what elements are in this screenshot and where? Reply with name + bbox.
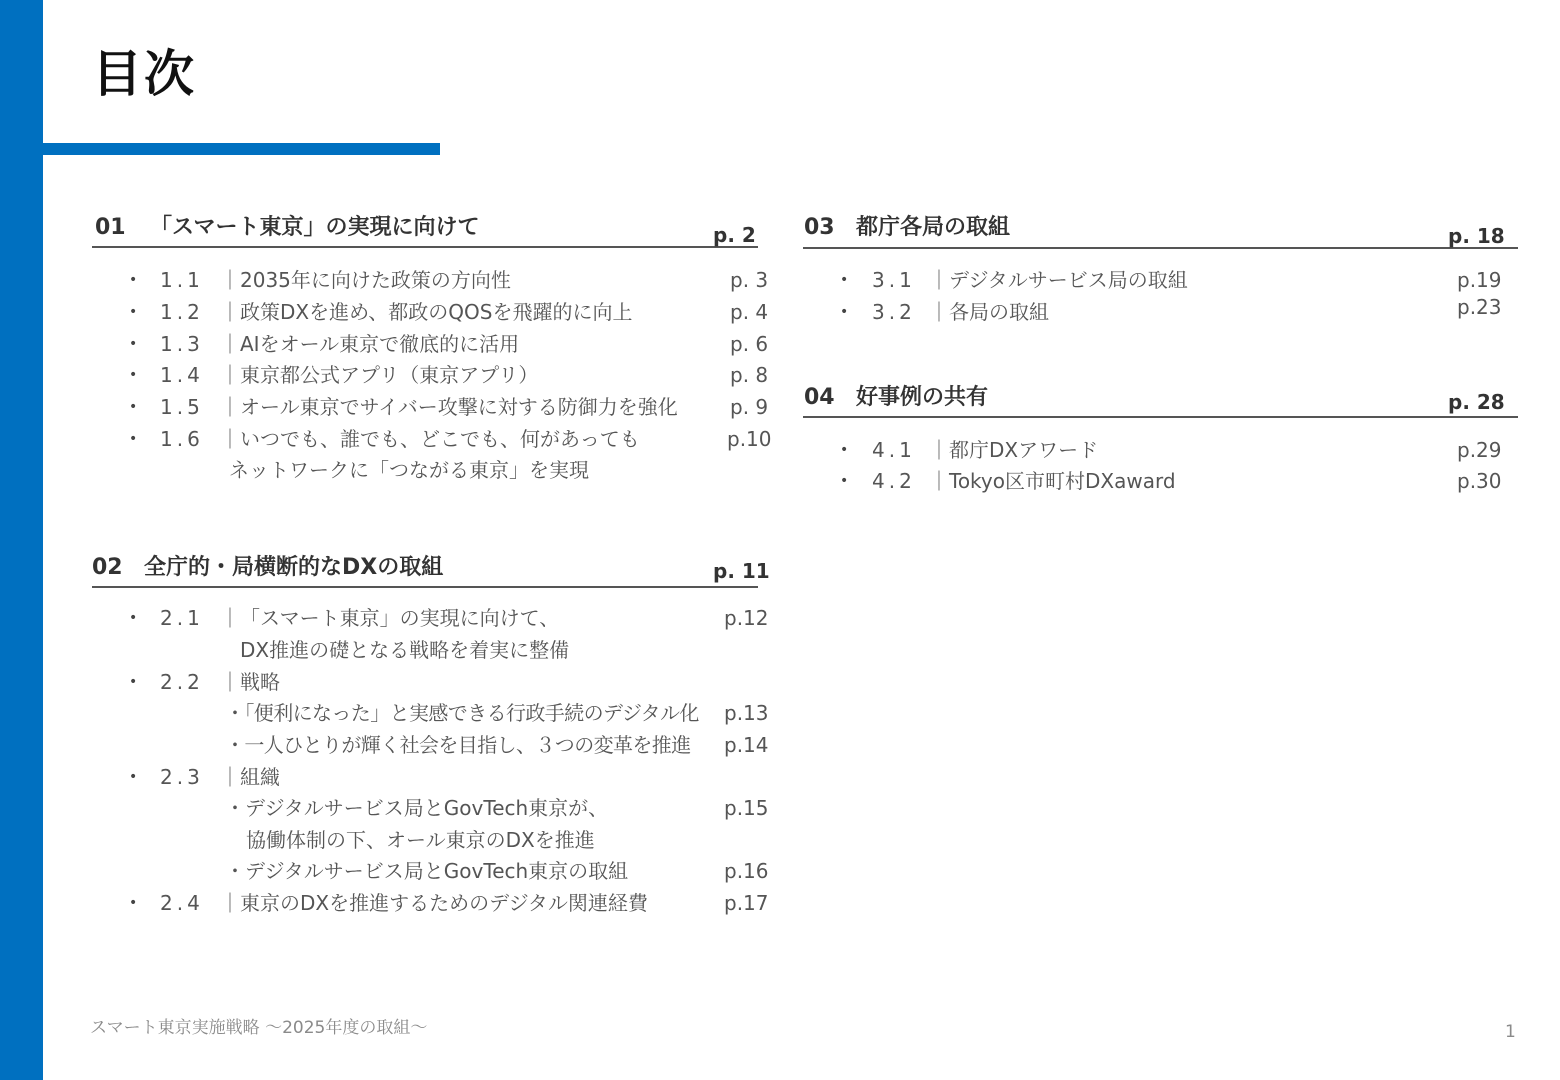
bullet: • <box>840 473 849 489</box>
footer-document-title: スマート東京実施戦略 ～2025年度の取組～ <box>90 1018 428 1038</box>
toc-section-03 <box>803 214 1518 334</box>
toc-item-continuation <box>92 455 758 485</box>
section-header <box>803 384 1518 418</box>
toc-sub-item[interactable] <box>92 698 769 728</box>
bullet: • <box>129 336 138 352</box>
item-page-number: p. 9 <box>730 395 769 419</box>
toc-item[interactable] <box>803 435 1518 465</box>
sub-item-title: ・デジタルサービス局とGovTech東京が、 <box>225 796 609 820</box>
bullet: • <box>129 399 138 415</box>
item-number: 1.1 <box>160 268 204 292</box>
toc-sub-item[interactable] <box>92 730 769 760</box>
sub-item-title: ・「便利になった」と実感できる行政手続のデジタル化 <box>225 701 699 725</box>
item-title: ｜東京のDXを推進するためのデジタル関連経費 <box>220 891 648 915</box>
toc-item[interactable] <box>92 762 758 792</box>
section-title: 都庁各局の取組 <box>856 215 1011 240</box>
item-number: 2.4 <box>160 891 204 915</box>
item-page-number: p.29 <box>1457 438 1502 462</box>
bullet: • <box>129 895 138 911</box>
toc-item[interactable] <box>92 297 769 327</box>
section-page-number: p. 11 <box>713 559 770 583</box>
toc-item[interactable] <box>92 265 769 295</box>
section-page-number: p. 2 <box>713 223 756 247</box>
item-number: 1.4 <box>160 363 204 387</box>
item-title: ｜東京都公式アプリ（東京アプリ） <box>220 363 539 387</box>
bullet: • <box>129 769 138 785</box>
toc-item-continuation <box>92 825 758 855</box>
toc-sub-item[interactable] <box>92 856 769 886</box>
bullet: • <box>129 272 138 288</box>
sub-item-title: ・デジタルサービス局とGovTech東京の取組 <box>225 859 629 883</box>
item-page-number: p.12 <box>724 606 769 630</box>
section-title: 全庁的・局横断的なDXの取組 <box>144 555 444 580</box>
item-title: ｜いつでも、誰でも、どこでも、何があっても <box>220 427 640 451</box>
item-page-number: p.13 <box>724 701 769 725</box>
item-page-number: p.15 <box>724 796 769 820</box>
section-number: 03 <box>804 215 835 240</box>
bullet: • <box>129 431 138 447</box>
item-page-number: p. 8 <box>730 363 769 387</box>
bullet: • <box>840 304 849 320</box>
section-header <box>92 554 770 588</box>
section-title: 好事例の共有 <box>856 385 989 410</box>
item-title: ｜都庁DXアワード <box>929 438 1099 462</box>
section-page-number: p. 28 <box>1448 390 1505 414</box>
toc-item[interactable] <box>803 297 1518 327</box>
item-page-number: p. 3 <box>730 268 769 292</box>
item-page-number: p.10 <box>727 427 772 451</box>
section-page-number: p. 18 <box>1448 224 1505 248</box>
section-header <box>803 214 1518 249</box>
item-title: ｜各局の取組 <box>929 300 1049 324</box>
section-header <box>92 214 758 248</box>
item-page-number: p.17 <box>724 891 769 915</box>
sub-item-title: ・一人ひとりが輝く社会を目指し、３つの変革を推進 <box>225 733 691 757</box>
item-title: ｜「スマート東京」の実現に向けて、 <box>220 606 560 630</box>
bullet: • <box>129 674 138 690</box>
item-number: 2.1 <box>160 606 204 630</box>
toc-item[interactable] <box>92 329 769 359</box>
item-number: 3.1 <box>872 268 916 292</box>
section-number: 02 <box>92 555 123 580</box>
toc-sub-item[interactable] <box>92 793 769 823</box>
bullet: • <box>129 367 138 383</box>
toc-section-04 <box>803 384 1518 504</box>
item-page-number: p. 6 <box>730 332 769 356</box>
sub-item-title-line2: 協働体制の下、オール東京のDXを推進 <box>246 828 595 852</box>
bullet: • <box>840 272 849 288</box>
toc-item[interactable] <box>803 265 1518 295</box>
toc-item[interactable] <box>92 424 772 454</box>
section-number: 01 <box>95 215 126 240</box>
toc-item[interactable] <box>92 667 758 697</box>
item-page-number: p.23 <box>1457 295 1502 319</box>
bullet: • <box>129 304 138 320</box>
toc-item[interactable] <box>803 466 1518 496</box>
toc-item[interactable] <box>92 360 769 390</box>
title-underline <box>43 143 440 155</box>
item-number: 4.2 <box>872 469 916 493</box>
item-number: 1.5 <box>160 395 204 419</box>
item-title: ｜2035年に向けた政策の方向性 <box>220 268 511 292</box>
item-title-line2: ネットワークに「つながる東京」を実現 <box>229 458 589 482</box>
item-number: 3.2 <box>872 300 916 324</box>
item-number: 1.3 <box>160 332 204 356</box>
toc-item[interactable] <box>92 392 769 422</box>
section-title: 「スマート東京」の実現に向けて <box>150 215 480 240</box>
bullet: • <box>129 610 138 626</box>
item-number: 4.1 <box>872 438 916 462</box>
page-title: 目次 <box>92 45 196 103</box>
item-number: 1.6 <box>160 427 204 451</box>
section-number: 04 <box>804 385 835 410</box>
toc-item[interactable] <box>92 603 769 633</box>
item-title: ｜デジタルサービス局の取組 <box>929 268 1188 292</box>
toc-section-02 <box>92 554 770 924</box>
toc-section-01 <box>92 214 772 494</box>
toc-item-continuation <box>92 635 758 665</box>
item-title: ｜AIをオール東京で徹底的に活用 <box>220 332 520 356</box>
item-number: 2.2 <box>160 670 204 694</box>
side-accent-bar <box>0 0 43 1080</box>
toc-item[interactable] <box>92 888 769 918</box>
item-page-number: p. 4 <box>730 300 769 324</box>
item-page-number: p.16 <box>724 859 769 883</box>
item-title: ｜Tokyo区市町村DXaward <box>929 469 1176 493</box>
item-title: ｜政策DXを進め、都政のQOSを飛躍的に向上 <box>220 300 633 324</box>
item-page-number: p.30 <box>1457 469 1502 493</box>
footer-page-number: 1 <box>1505 1022 1516 1042</box>
item-title: ｜組織 <box>220 765 280 789</box>
bullet: • <box>840 442 849 458</box>
item-number: 1.2 <box>160 300 204 324</box>
item-page-number: p.14 <box>724 733 769 757</box>
item-page-number: p.19 <box>1457 268 1502 292</box>
item-title-line2: DX推進の礎となる戦略を着実に整備 <box>240 638 570 662</box>
item-number: 2.3 <box>160 765 204 789</box>
item-title: ｜戦略 <box>220 670 280 694</box>
item-title: ｜オール東京でサイバー攻撃に対する防御力を強化 <box>220 395 678 419</box>
